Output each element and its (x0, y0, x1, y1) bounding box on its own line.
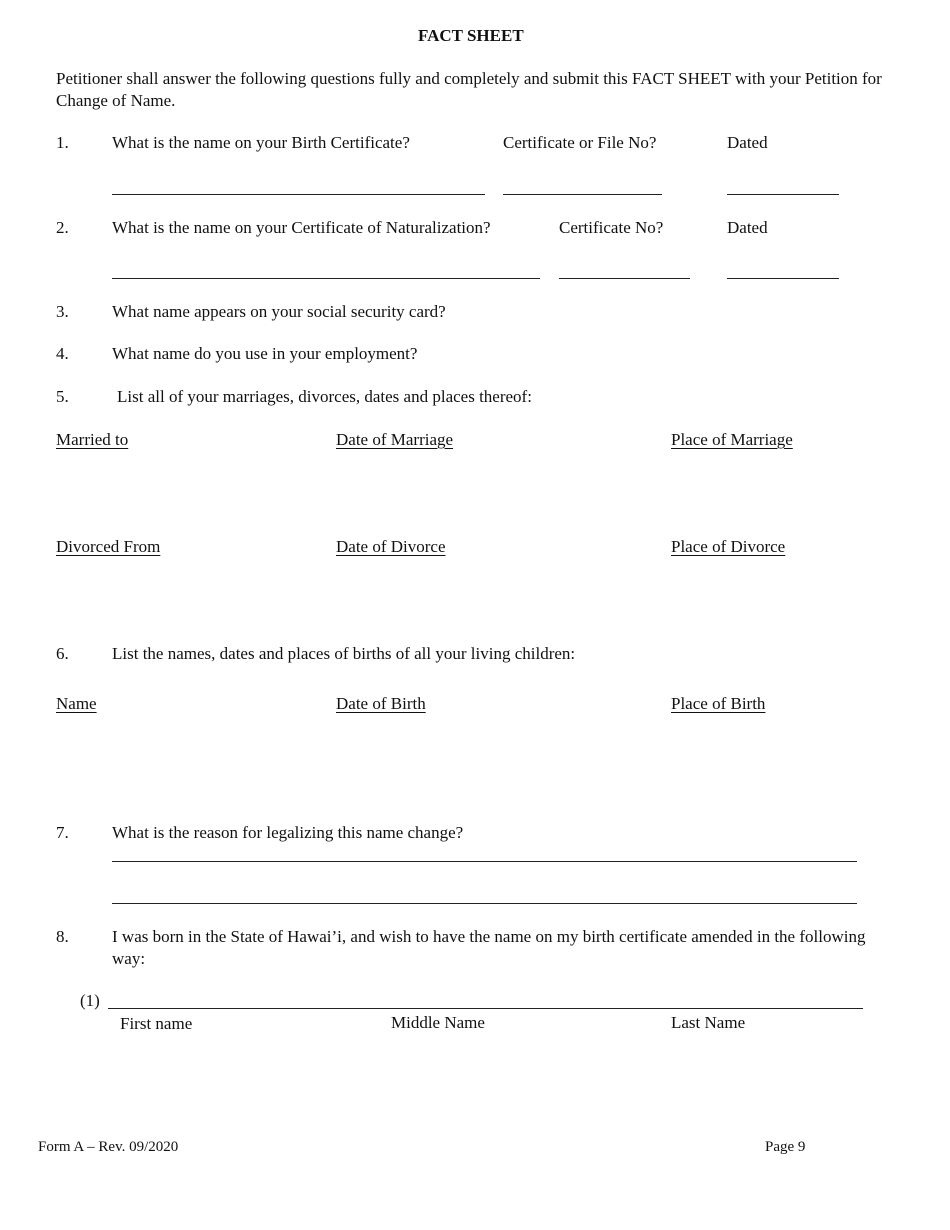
married-to-header: Married to (56, 430, 129, 449)
q5-number: 5. (56, 387, 69, 406)
q1-dated-label: Dated (727, 133, 768, 152)
q2-dated-line[interactable] (727, 278, 839, 279)
place-of-marriage-header: Place of Marriage (671, 430, 793, 449)
date-of-divorce-header: Date of Divorce (336, 537, 446, 556)
q2-name-line[interactable] (112, 278, 540, 279)
q7-reason-line-2[interactable] (112, 903, 857, 904)
q2-dated-label: Dated (727, 218, 768, 237)
q7-number: 7. (56, 823, 69, 842)
page-number: Page 9 (765, 1139, 806, 1155)
child-place-of-birth-header: Place of Birth (671, 694, 766, 713)
q1-certificate-label: Certificate or File No? (503, 133, 657, 152)
form-revision: Form A – Rev. 09/2020 (38, 1139, 179, 1155)
q4-number: 4. (56, 344, 69, 363)
last-name-label: Last Name (671, 1013, 746, 1032)
child-name-header: Name (56, 694, 97, 713)
q2-text: What is the name on your Certificate of Naturalization? (112, 218, 491, 237)
q6-text: List the names, dates and places of births of all your living children: (112, 644, 576, 663)
middle-name-label: Middle Name (391, 1013, 485, 1032)
q8-new-name-line[interactable] (108, 1008, 863, 1009)
q4-text: What name do you use in your employment? (112, 344, 418, 363)
q8-item-number: (1) (80, 991, 100, 1010)
first-name-label: First name (120, 1014, 193, 1033)
q1-number: 1. (56, 133, 69, 152)
divorced-from-header: Divorced From (56, 537, 161, 556)
q2-number: 2. (56, 218, 69, 237)
q7-reason-line-1[interactable] (112, 861, 857, 862)
place-of-divorce-header: Place of Divorce (671, 537, 786, 556)
q2-certificate-line[interactable] (559, 278, 690, 279)
q6-number: 6. (56, 644, 69, 663)
q1-dated-line[interactable] (727, 194, 839, 195)
q8-number: 8. (56, 927, 69, 946)
q1-name-line[interactable] (112, 194, 485, 195)
q2-certificate-label: Certificate No? (559, 218, 664, 237)
q5-text: List all of your marriages, divorces, dates and places thereof: (117, 387, 532, 406)
child-date-of-birth-header: Date of Birth (336, 694, 426, 713)
q3-number: 3. (56, 302, 69, 321)
q1-certificate-line[interactable] (503, 194, 662, 195)
q1-text: What is the name on your Birth Certificate? (112, 133, 410, 152)
q3-text: What name appears on your social security card? (112, 302, 446, 321)
q8-text: I was born in the State of Hawai’i, and wish to have the name on my birth certificate amended in the following way: (112, 927, 866, 968)
date-of-marriage-header: Date of Marriage (336, 430, 454, 449)
q7-text: What is the reason for legalizing this name change? (112, 823, 464, 842)
intro-text: Petitioner shall answer the following questions fully and completely and submit this FACT SHEET with your Petition for Change of Name. (56, 69, 882, 110)
page-title: FACT SHEET (418, 26, 524, 45)
